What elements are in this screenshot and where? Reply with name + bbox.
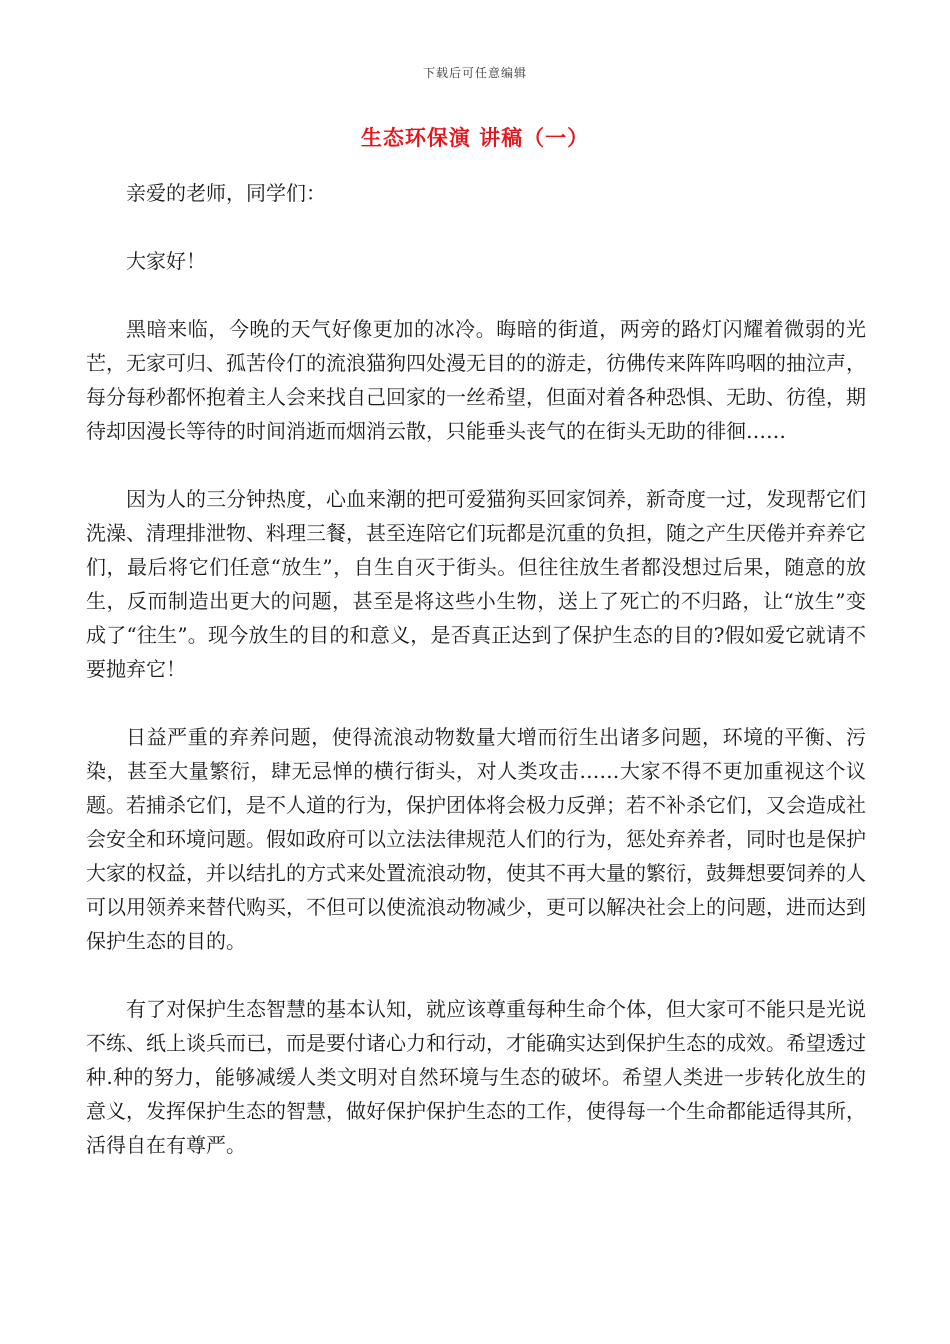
document-body (86, 176, 866, 1196)
document-title: 生态环保演 讲稿（一） (360, 126, 590, 150)
greeting: 大家好！ (126, 249, 206, 273)
body-paragraph: 因为人的三分钟热度，心血来潮的把可爱猫狗买回家饲养，新奇度一过，发现帮它们洗澡、清理排泄物、料理三餐，甚至连陪它们玩都是沉重的负担，随之产生厌倦并弃养它们，最后将它们任意“放生”，自生自灭于街头。但往往放生者都没想过后果，随意的放生，反而制造出更大的问题，甚至是将这些小生物，送上了死亡的不归路，让“放生”变成了“往生”。现今放生的目的和意义，是否真正达到了保护生态的目的?假如爱它就请不要抛弃它！ (86, 487, 866, 681)
body-paragraph: 有了对保护生态智慧的基本认知，就应该尊重每种生命个体，但大家可不能只是光说不练、纸上谈兵而已，而是要付诸心力和行动，才能确实达到保护生态的成效。希望透过种.种的努力，能够减缓人类文明对自然环境与生态的破坏。希望人类进一步转化放生的意义，发挥保护生态的智慧，做好保护保护生态的工作，使得每一个生命都能适得其所，活得自在有尊严。 (86, 997, 866, 1157)
body-paragraph: 黑暗来临，今晚的天气好像更加的冰冷。晦暗的街道，两旁的路灯闪耀着微弱的光芒，无家可归、孤苦伶仃的流浪猫狗四处漫无目的的游走，彷佛传来阵阵呜咽的抽泣声，每分每秒都怀抱着主人会来找自己回家的一丝希望，但面对着各种恐惧、无助、彷徨，期待却因漫长等待的时间消逝而烟消云散，只能垂头丧气的在街头无助的徘徊…… (86, 317, 866, 443)
body-paragraph: 日益严重的弃养问题，使得流浪动物数量大增而衍生出诸多问题，环境的平衡、污染，甚至大量繁衍，肆无忌惮的横行街头，对人类攻击……大家不得不更加重视这个议题。若捕杀它们，是不人道的行为，保护团体将会极力反弹；若不补杀它们，又会造成社会安全和环境问题。假如政府可以立法法律规范人们的行为，惩处弃养者，同时也是保护大家的权益，并以结扎的方式来处置流浪动物，使其不再大量的繁衍，鼓舞想要饲养的人可以用领养来替代购买，不但可以使流浪动物减少，更可以解决社会上的问题，进而达到保护生态的目的。 (86, 725, 866, 953)
header-note: 下载后可任意编辑 (422, 66, 527, 80)
salutation: 亲爱的老师，同学们： (126, 181, 326, 205)
